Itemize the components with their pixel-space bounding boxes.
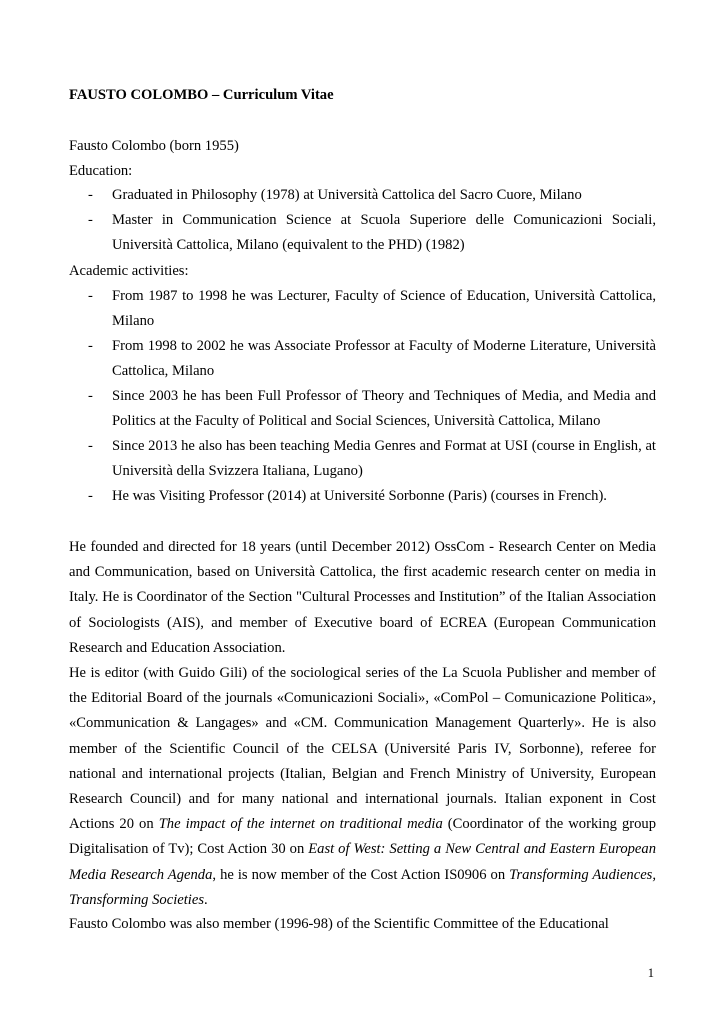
education-item-text: Master in Communication Science at Scuola Superiore delle Comunicazioni Sociali, Università Cattolica, Milano (equivalent to the PHD) (1982) bbox=[112, 212, 656, 253]
education-item bbox=[69, 208, 656, 258]
bullet-dash: - bbox=[88, 288, 93, 304]
academic-item-text: Since 2013 he also has been teaching Media Genres and Format at USI (course in English, at Università della Svizzera Italiana, Lugano) bbox=[112, 438, 656, 479]
academic-item-text: From 1987 to 1998 he was Lecturer, Faculty of Science of Education, Università Cattolica, Milano bbox=[112, 288, 656, 329]
paragraph-text: (Coordinator of the working group Digitalisation of Tv); Cost Action 30 on bbox=[69, 816, 656, 858]
academic-item-text: From 1998 to 2002 he was Associate Professor at Faculty of Moderne Literature, Università Cattolica, Milano bbox=[112, 338, 656, 379]
paragraph-osscom: He founded and directed for 18 years (until December 2012) OssCom - Research Center on Media and Communication, based on Università Cattolica, the first academic research center on media in Italy. He is Coordinator of the Section "Cultural Processes and Institution” of the Italian Association of Sociologists (AIS), and member of Executive board of ECREA (European Communication Research and Education Association. bbox=[69, 539, 656, 656]
document-title: FAUSTO COLOMBO – Curriculum Vitae bbox=[69, 87, 334, 103]
italic-title: Transforming Audiences, Transforming Societies bbox=[69, 866, 656, 908]
academic-item bbox=[69, 434, 656, 484]
bullet-dash: - bbox=[88, 338, 93, 354]
academic-item bbox=[69, 284, 656, 334]
italic-title: The impact of the internet on traditional media bbox=[158, 816, 443, 833]
intro-line: Fausto Colombo (born 1955) bbox=[69, 138, 239, 154]
bullet-dash: - bbox=[88, 438, 93, 454]
education-item bbox=[69, 183, 656, 208]
academic-item-text: He was Visiting Professor (2014) at Université Sorbonne (Paris) (courses in French). bbox=[112, 488, 607, 504]
page-number: 1 bbox=[647, 966, 654, 980]
bullet-dash: - bbox=[88, 187, 93, 203]
paragraph-text: , he is now member of the Cost Action IS0906 on bbox=[212, 866, 510, 883]
bullet-dash: - bbox=[88, 212, 93, 228]
education-item-text: Graduated in Philosophy (1978) at Università Cattolica del Sacro Cuore, Milano bbox=[112, 187, 582, 203]
paragraph-text: . bbox=[204, 891, 208, 908]
paragraph-text: He is editor (with Guido Gili) of the sociological series of the La Scuola Publisher and member of the Editorial Board of the journals «Comunicazioni Sociali», «ComPol – Comunicazione Politica», «Communication & Langages» and «CM. Communication Management Quarterly». He is also member of the Scientific Council of the CELSA (Université Paris IV, Sorbonne), referee for national and international projects (Italian, Belgian and French Ministry of University, European Research Council) and for many national and international journals. Italian exponent in Cost Actions 20 on bbox=[69, 665, 656, 833]
bullet-dash: - bbox=[88, 488, 93, 504]
academic-item bbox=[69, 334, 656, 384]
academic-item bbox=[69, 484, 656, 509]
paragraph-committee: Fausto Colombo was also member (1996-98) of the Scientific Committee of the Educational bbox=[69, 916, 609, 932]
academic-heading: Academic activities: bbox=[69, 263, 189, 279]
italic-title: East of West: Setting a New Central and Eastern European Media Research Agenda bbox=[69, 841, 656, 883]
paragraph-editorial bbox=[69, 661, 656, 913]
education-heading: Education: bbox=[69, 163, 133, 179]
academic-item bbox=[69, 384, 656, 434]
academic-item-text: Since 2003 he has been Full Professor of Theory and Techniques of Media, and Media and Politics at the Faculty of Political and Social Sciences, Università Cattolica, Milano bbox=[112, 388, 656, 429]
bullet-dash: - bbox=[88, 388, 93, 404]
